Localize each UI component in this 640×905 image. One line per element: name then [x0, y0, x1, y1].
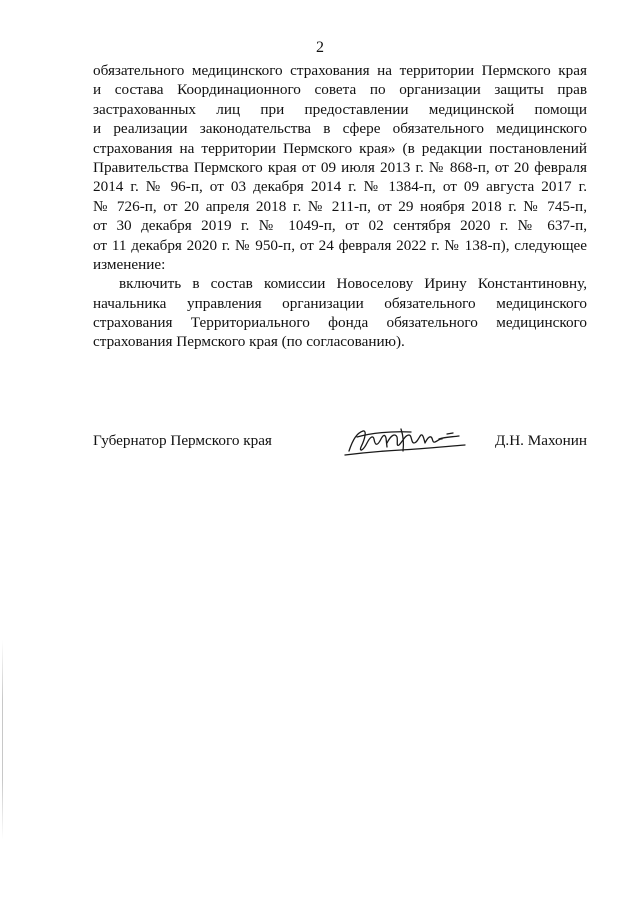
body-line: страхования на территории Пермского края» (в редакции постановлений [93, 139, 587, 157]
page-number: 2 [316, 39, 324, 56]
body-line: от 11 декабря 2020 г. № 950-п, от 24 февраля 2022 г. № 138-п), следующее [93, 236, 587, 254]
body-line-indented: включить в состав комиссии Новоселову Ирину Константиновну, [119, 275, 587, 293]
scan-edge-shadow [2, 640, 3, 840]
body-line: и состава Координационного совета по организации защиты прав [93, 81, 587, 99]
body-line: страхования Пермского края (по согласованию). [93, 333, 405, 351]
body-line: начальника управления организации обязательного медицинского [93, 294, 587, 312]
document-body [93, 61, 587, 352]
body-line: от 30 декабря 2019 г. № 1049-п, от 02 сентября 2020 г. № 637-п, [93, 217, 587, 235]
body-line: обязательного медицинского страхования на территории Пермского края [93, 62, 587, 79]
body-line: 2014 г. № 96-п, от 03 декабря 2014 г. № 1384-п, от 09 августа 2017 г. [93, 178, 587, 196]
body-line: застрахованных лиц при предоставлении медицинской помощи [93, 100, 587, 118]
signatory-title: Губернатор Пермского края [93, 432, 272, 449]
body-line: страхования Территориального фонда обязательного медицинского [93, 314, 587, 332]
signatory-name: Д.Н. Махонин [495, 432, 587, 449]
body-line: и реализации законодательства в сфере обязательного медицинского [93, 120, 587, 138]
body-line: Правительства Пермского края от 09 июля 2013 г. № 868-п, от 20 февраля [93, 158, 587, 176]
body-line: изменение: [93, 255, 166, 273]
signature-block [93, 425, 587, 465]
body-line: № 726-п, от 20 апреля 2018 г. № 211-п, от 29 ноября 2018 г. № 745-п, [93, 197, 587, 215]
handwritten-signature [341, 425, 471, 461]
